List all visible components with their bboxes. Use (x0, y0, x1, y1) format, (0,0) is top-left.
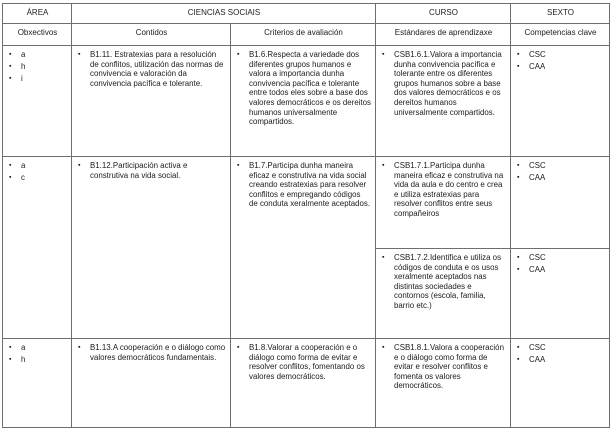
list-item: ▪ CAA (516, 355, 605, 365)
header-curso-cell: CURSO (376, 4, 511, 24)
column-header-standards: Estándares de aprendizaxe (376, 24, 511, 46)
header-area-cell: ÁREA (3, 4, 72, 24)
competencies-cell (511, 157, 610, 249)
standards-list (381, 50, 506, 117)
header-sexto-cell: SEXTO (511, 4, 610, 24)
list-item: ▪ B1.13.A cooperación e o diálogo como valores democráticos fundamentais. (77, 343, 226, 362)
list-item: ▪ CSC (516, 50, 605, 60)
header-row-area (3, 4, 610, 24)
list-item: ▪ B1.6.Respecta a variedade dos diferentes grupos humanos e valora a importancia dunha convivencia pacífica e tolerante entre todos eles sobre a base dos valores democráticos e os dereitos humanos universalmente compartidos. (236, 50, 371, 127)
list-item: ▪ B1.7.Participa dunha maneira eficaz e construtiva na vida social creando estratexias para resolver conflitos e empregando códigos de conduta xeralmente aceptados. (236, 161, 371, 209)
list-item: ▪ i (8, 74, 67, 84)
header-row-columns (3, 24, 610, 46)
contents-cell (72, 157, 231, 339)
competencies-cell (511, 46, 610, 157)
list-item: ▪ CAA (516, 62, 605, 72)
table-row (3, 46, 610, 157)
criteria-cell (231, 157, 376, 339)
table-row (3, 157, 610, 249)
contents-cell (72, 46, 231, 157)
list-item: ▪ CSB1.6.1.Valora a importancia dunha convivencia pacífica e tolerante entre os diferentes grupos humanos sobre a base dos valores democráticos e os dereitos humanos universalmente compartidos. (381, 50, 506, 117)
criteria-list (236, 343, 371, 381)
objectives-list (8, 343, 67, 365)
objectives-cell (3, 46, 72, 157)
objectives-cell (3, 157, 72, 339)
list-item: ▪ a (8, 50, 67, 60)
competencies-list (516, 343, 605, 365)
standards-list (381, 343, 506, 391)
standards-cell (376, 46, 511, 157)
list-item: ▪ CSC (516, 343, 605, 353)
list-item: ▪ B1.12.Participación activa e construtiva na vida social. (77, 161, 226, 180)
list-item: ▪ CSC (516, 161, 605, 171)
criteria-list (236, 161, 371, 209)
list-item: ▪ CSB1.7.1.Participa dunha maneira eficaz e construtiva na vida da aula e do centro e crea e utiliza estratexias para resolver conflitos entre seus compañeiros (381, 161, 506, 219)
contents-list (77, 50, 226, 88)
list-item: ▪ CAA (516, 265, 605, 275)
contents-list (77, 343, 226, 362)
competencies-cell (511, 249, 610, 339)
column-header-criteria: Criterios de avaliación (231, 24, 376, 46)
objectives-cell (3, 339, 72, 428)
competencies-list (516, 161, 605, 183)
list-item: ▪ a (8, 343, 67, 353)
header-subject-cell: CIENCIAS SOCIAIS (72, 4, 376, 24)
contents-cell (72, 339, 231, 428)
list-item: ▪ B1.11. Estratexias para a resolución de conflitos, utilización das normas de convivencia e valoración da convivencia pacífica e tolerante. (77, 50, 226, 88)
standards-cell (376, 249, 511, 339)
list-item: ▪ h (8, 355, 67, 365)
criteria-cell (231, 339, 376, 428)
list-item: ▪ h (8, 62, 67, 72)
objectives-list (8, 50, 67, 84)
competencies-list (516, 50, 605, 72)
curriculum-table (2, 3, 610, 428)
objectives-list (8, 161, 67, 183)
list-item: ▪ c (8, 173, 67, 183)
list-item: ▪ CSC (516, 253, 605, 263)
criteria-cell (231, 46, 376, 157)
standards-cell (376, 157, 511, 249)
list-item: ▪ CSB1.8.1.Valora a cooperación e o diálogo como forma de evitar e resolver conflitos e fomenta os valores democráticos. (381, 343, 506, 391)
standards-list (381, 253, 506, 311)
list-item: ▪ a (8, 161, 67, 171)
criteria-list (236, 50, 371, 127)
standards-cell (376, 339, 511, 428)
column-header-competencies: Competencias clave (511, 24, 610, 46)
list-item: ▪ B1.8.Valorar a cooperación e o diálogo como forma de evitar e resolver conflitos, fomentando os valores democráticos. (236, 343, 371, 381)
competencies-cell (511, 339, 610, 428)
column-header-objectives: Obxectivos (3, 24, 72, 46)
list-item: ▪ CAA (516, 173, 605, 183)
list-item: ▪ CSB1.7.2.Identifica e utiliza os códigos de conduta e os usos xeralmente aceptados nas distintas sociedades e contornos (escola, familia, barrio etc.) (381, 253, 506, 311)
column-header-contents: Contidos (72, 24, 231, 46)
table-row (3, 339, 610, 428)
standards-list (381, 161, 506, 219)
competencies-list (516, 253, 605, 275)
contents-list (77, 161, 226, 180)
